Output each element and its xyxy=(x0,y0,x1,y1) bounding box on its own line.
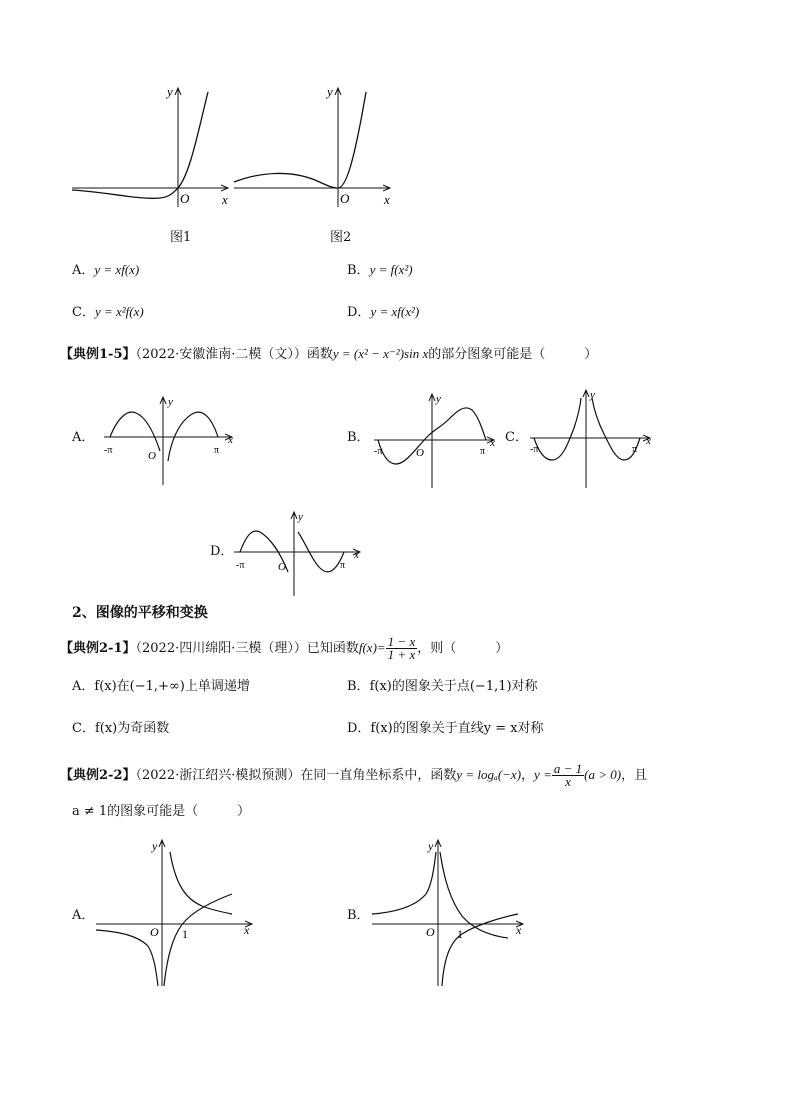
option-label: C． xyxy=(72,305,95,320)
option-text: y = xf(x²) xyxy=(370,304,420,319)
q22-graph-b[interactable] xyxy=(368,838,533,988)
curve-left xyxy=(534,398,581,460)
hyperbola-q3 xyxy=(96,930,158,986)
q21-option-b[interactable] xyxy=(347,679,538,695)
q14-option-a[interactable] xyxy=(72,262,139,279)
frac-den: 1 + x xyxy=(387,647,416,662)
x-label: x xyxy=(228,434,233,446)
origin-label: O xyxy=(340,191,350,206)
frac-den: x xyxy=(565,774,571,789)
func1: y = logₐ(−x) xyxy=(456,767,522,782)
stem-text: 的部分图象可能是（ ） xyxy=(428,347,598,362)
section-title: 2、图像的平移和变换 xyxy=(72,605,208,621)
y-label: y xyxy=(327,84,333,99)
q22-stem xyxy=(60,763,647,788)
origin-label: O xyxy=(150,925,159,939)
y-label: y xyxy=(436,393,441,405)
y-label: y xyxy=(152,839,158,853)
q22-option-a-label[interactable]: A． xyxy=(72,908,95,923)
q22-stem-line2: a ≠ 1的图象可能是（ ） xyxy=(72,804,251,819)
q15-option-a-label[interactable]: A． xyxy=(72,430,95,445)
stem-end: ，则（ ） xyxy=(417,641,509,656)
source: （2022·安徽淮南·二模（文））函数 xyxy=(135,347,333,362)
option-label: D． xyxy=(347,305,371,320)
origin-label: O xyxy=(278,561,286,573)
option-label: A． xyxy=(72,263,95,278)
formula: y = (x² − x⁻²)sin x xyxy=(332,346,429,361)
one-label: 1 xyxy=(457,927,463,941)
neg-pi-label: -π xyxy=(236,560,245,571)
x-label: x xyxy=(490,437,495,449)
sep: ， xyxy=(521,768,535,783)
q15-graph-a[interactable] xyxy=(100,395,245,490)
y-label: y xyxy=(298,511,303,523)
y-label: y xyxy=(428,839,434,853)
y-label: y xyxy=(168,396,173,408)
curve-left xyxy=(110,412,160,451)
q21-option-d[interactable] xyxy=(347,721,544,737)
fraction xyxy=(552,763,584,788)
figure-1 xyxy=(68,82,233,212)
hyperbola-q3 xyxy=(442,914,518,986)
q21-option-c[interactable] xyxy=(72,721,169,737)
source: （2022·浙江绍兴·模拟预测）在同一直角坐标系中，函数 xyxy=(135,768,457,783)
option-label: B． xyxy=(347,679,370,694)
y-label: y xyxy=(590,389,595,401)
x-label: x xyxy=(516,923,522,937)
fig1-caption: 图1 xyxy=(170,230,192,245)
example-tag: 【典例2-2】 xyxy=(60,768,136,783)
q15-graph-b[interactable] xyxy=(372,392,502,492)
option-text: y = xf(x) xyxy=(94,262,140,277)
x-label: x xyxy=(222,192,228,207)
figure-2 xyxy=(230,82,400,212)
x-label: x xyxy=(646,435,651,447)
option-label: C． xyxy=(72,721,95,736)
x-label: x xyxy=(354,549,359,561)
x-label: x xyxy=(244,923,250,937)
q14-option-d[interactable] xyxy=(347,304,419,321)
curve xyxy=(72,92,208,198)
origin-label: O xyxy=(180,191,190,206)
option-text: f(x)的图象关于点(−1,1)对称 xyxy=(369,679,538,694)
q15-graph-c[interactable] xyxy=(528,388,658,490)
log-curve xyxy=(164,894,232,986)
option-text: f(x)在(−1,+∞)上单调递增 xyxy=(94,679,250,694)
q15-graph-d[interactable] xyxy=(232,510,367,598)
q21-stem xyxy=(60,636,508,661)
hyperbola-q1 xyxy=(170,852,232,914)
q15-option-c-label[interactable]: C． xyxy=(505,430,528,445)
q22-option-b-label[interactable]: B． xyxy=(347,908,370,923)
cond: (a > 0) xyxy=(584,767,622,782)
neg-pi-label: -π xyxy=(104,445,113,456)
fraction xyxy=(386,636,418,661)
q22-graph-a[interactable] xyxy=(92,838,262,988)
source: （2022·四川绵阳·三模（理））已知函数 xyxy=(135,641,359,656)
q14-option-b[interactable] xyxy=(347,262,413,279)
neg-pi-label: -π xyxy=(530,444,539,455)
q14-option-c[interactable] xyxy=(72,304,144,321)
curve xyxy=(234,92,366,188)
log-curve xyxy=(372,852,436,914)
pi-label: π xyxy=(340,560,346,571)
option-text: y = f(x²) xyxy=(369,262,413,277)
option-label: A． xyxy=(72,679,95,694)
pi-label: π xyxy=(480,446,486,457)
func2-lhs: y = xyxy=(534,767,552,782)
frac-num: 1 − x xyxy=(387,634,416,649)
q15-stem xyxy=(60,346,597,363)
option-text: f(x)的图象关于直线y = x对称 xyxy=(370,721,544,736)
origin-label: O xyxy=(416,447,424,459)
hyperbola-q1 xyxy=(440,852,508,938)
neg-pi-label: -π xyxy=(374,446,383,457)
option-label: B． xyxy=(347,263,370,278)
origin-label: O xyxy=(148,450,156,462)
pi-label: π xyxy=(632,444,638,455)
q15-option-b-label[interactable]: B． xyxy=(347,430,370,445)
frac-num: a − 1 xyxy=(553,761,583,776)
one-label: 1 xyxy=(182,927,188,941)
stem-end: ，且 xyxy=(621,768,648,783)
y-label: y xyxy=(167,84,173,99)
example-tag: 【典例2-1】 xyxy=(60,641,136,656)
q21-option-a[interactable] xyxy=(72,679,250,695)
fig2-caption: 图2 xyxy=(330,230,352,245)
pi-label: π xyxy=(214,445,220,456)
option-text: f(x)为奇函数 xyxy=(94,721,170,736)
q15-option-d-label[interactable]: D． xyxy=(210,544,234,559)
example-tag: 【典例1-5】 xyxy=(60,347,136,362)
origin-label: O xyxy=(426,925,435,939)
option-text: y = x²f(x) xyxy=(94,304,144,319)
func: f(x)= xyxy=(358,640,386,655)
x-label: x xyxy=(384,192,390,207)
option-label: D． xyxy=(347,721,371,736)
